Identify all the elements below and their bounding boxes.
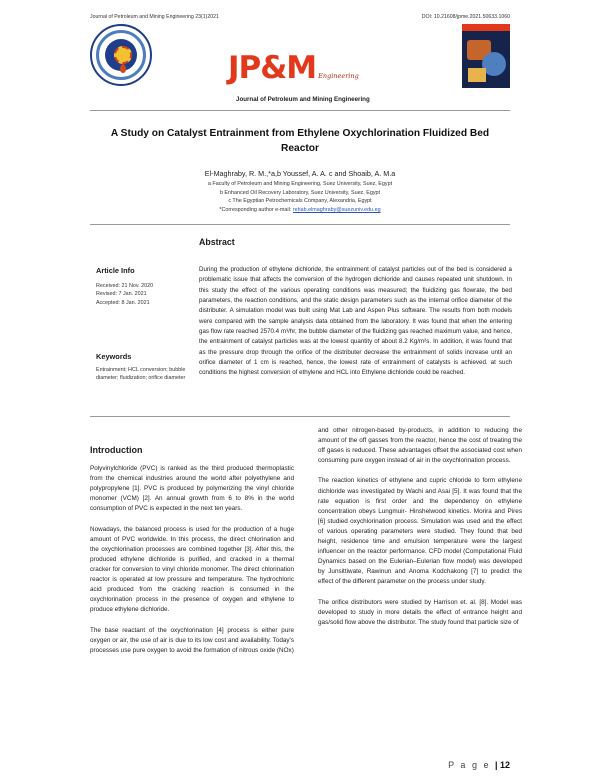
doi: DOI: 10.21608/jpme.2021.50633.1060 <box>421 14 510 20</box>
page-label: P a g e <box>448 760 491 770</box>
journal-name: Journal of Petroleum and Mining Engineering <box>236 96 370 103</box>
keywords-heading: Keywords <box>96 352 132 361</box>
abstract-divider <box>90 224 510 225</box>
page-footer <box>448 760 510 770</box>
journal-cover-image <box>462 24 510 88</box>
journal-citation: Journal of Petroleum and Mining Engineering 23(1)2021 <box>90 14 219 20</box>
paragraph: and other nitrogen-based by-products, in addition to reducing the amount of the off gasses from the reactor, hence the cost of treating the off gases is reduced. These advantages offset the associated cost when consuming pure oxygen instead of air in the oxychlorination process. <box>318 427 522 465</box>
author-list: El-Maghraby, R. M.,*a,b Youssef, A. A. c and Shoaib, A. M.a <box>204 169 396 178</box>
keywords-list: Entrainment; HCL conversion; bubble diameter; fluidization; orifice diameter <box>96 367 186 382</box>
header-divider <box>90 110 510 111</box>
title-line: A Study on Catalyst Entrainment from Ethylene Oxychlorination Fluidized Bed <box>110 128 490 139</box>
body-column-left <box>90 445 294 666</box>
cover-graphic <box>468 68 486 82</box>
article-info-heading: Article Info <box>96 266 135 275</box>
title-line: Reactor <box>281 143 319 154</box>
paragraph: The reaction kinetics of ethylene and cupric chloride to form ethylene dichloride was investigated by Wachi and Asai [5]. It was found that the rate equation is first order and the dependency on ethylene concentration obeys Lungmuir- Hinshelwood kinetics. Morira and Pires [6] studied oxychlorination process. Simulation was used and the effect of various operating parameters were studied. They found that bed height, residence time and emulsion temperature were the largest influencer on the reactor performance. CFD model (Computational Fluid Dynamics based on the Eulerian–Eulerian flow model) was developed by Junsittiwate, Rawinun and Anoma Kodchakong [7] to predict the effect of the different parameter on the process under study. <box>318 477 522 586</box>
paragraph: Nowadays, the balanced process is used for the production of a huge amount of PVC worldwide. In this process, the direct chlorination and the oxychlorination processes are combined together [3]. After this, the produced ethylene dichloride is purified, and cracked in a thermal cracker for conversion to vinyl chloride monomer. The direct chlorination reactor is operated at low pressure and temperature. The hydrochloric acid produced from the cracking reaction is consumed in the oxychlorination process in the presence of oxygen and ethylene to produce ethylene dichloride. <box>90 525 294 614</box>
affiliation-b: b Enhanced Oil Recovery Laboratory, Suez University, Suez, Egypt <box>219 189 381 196</box>
abstract-heading: Abstract <box>199 237 235 247</box>
paragraph: The orifice distributors were studied by Harrison et. al. [8]. Model was developed to study in more details the effect of entrance height and gas/solid flow above the distributor. The study found that particle size of <box>318 598 522 626</box>
cover-band <box>462 24 510 31</box>
affiliation-a: a Faculty of Petroleum and Mining Engineering, Suez University, Suez, Egypt <box>207 181 393 187</box>
gear-icon <box>114 46 132 64</box>
accepted-date: Accepted: 8 Jan. 2021 <box>96 299 150 306</box>
university-seal-logo <box>90 24 152 86</box>
brand-suffix: Engineering <box>318 72 359 80</box>
page-number: | 12 <box>494 760 510 770</box>
corresponding-author <box>90 206 510 215</box>
brand-wordmark: JP&M <box>228 50 317 86</box>
received-date: Received: 21 Nov. 2020 <box>96 283 154 289</box>
paragraph: The base reactant of the oxychlorination [4] process is either pure oxygen or air, the use of air is due to its low cost and availability. Today's processes use pure oxygen to avoid the formation of nitrous oxide (NOx) <box>90 626 294 654</box>
abstract-text: During the production of ethylene dichloride, the entrainment of catalyst particles out of the bed is considered a problematic issue that affects the conversion of the hydrogen dichloride and causes repeated unit shutdown. In this study the effect of the various operating conditions was measured; the fluidizing gas flowrate, the bed parameters, the reaction conditions, and the static design parameters such as the internal orifice diameter of the distributer. A simulation model was built using Mat Lab and Aspen Plus software. The results from both models were compared with the sample analysis data obtained from the laboratory. It was found that when the entering gas flow rate reached 2570.4 m³/hr, the bubble diameter of the fluidizing gas reached maximum value, and hence, the entrainment of catalyst particles was at the lowest quantity of about 8.2 Kg/m²s. In addition, it was found that as the pressure drop through the orifice of the distributer decrease the entrainment of solids increase until an orifice diameter of 1 cm is reached, hence, the lowest rate of entrainment of catalysts is achieved. at such conditions the highest conversion of ethylene and HCL into Ethylene dichloride could be reached. <box>199 266 512 377</box>
article-title <box>90 126 510 156</box>
revised-date: Revised: 7 Jan. 2021 <box>96 291 147 298</box>
paragraph: Polyvinylchloride (PVC) is ranked as the third produced thermoplastic from the chemical industries around the world after polyethylene and polypropylene [1]. PVC is produced by polymerizing the vinyl chloride monomer (VCM) [2]. An annual growth from 6 to 8% in the world consumption of PVC is expected in the next ten years. <box>90 465 294 513</box>
article-dates <box>96 282 188 307</box>
corresponding-label: *Corresponding author e-mail: <box>219 207 293 214</box>
affiliations <box>90 180 510 215</box>
oil-drop-icon <box>120 64 126 73</box>
body-column-right <box>318 426 522 638</box>
journal-brand-logo <box>228 50 359 86</box>
affiliation-c: c The Egyptian Petrochemicals Company, Alexandria, Egypt <box>228 198 372 205</box>
corresponding-email-link[interactable]: rehab.elmaghraby@suezuniv.edu.eg <box>292 207 381 214</box>
body-divider <box>90 416 510 417</box>
introduction-heading: Introduction <box>90 445 143 455</box>
